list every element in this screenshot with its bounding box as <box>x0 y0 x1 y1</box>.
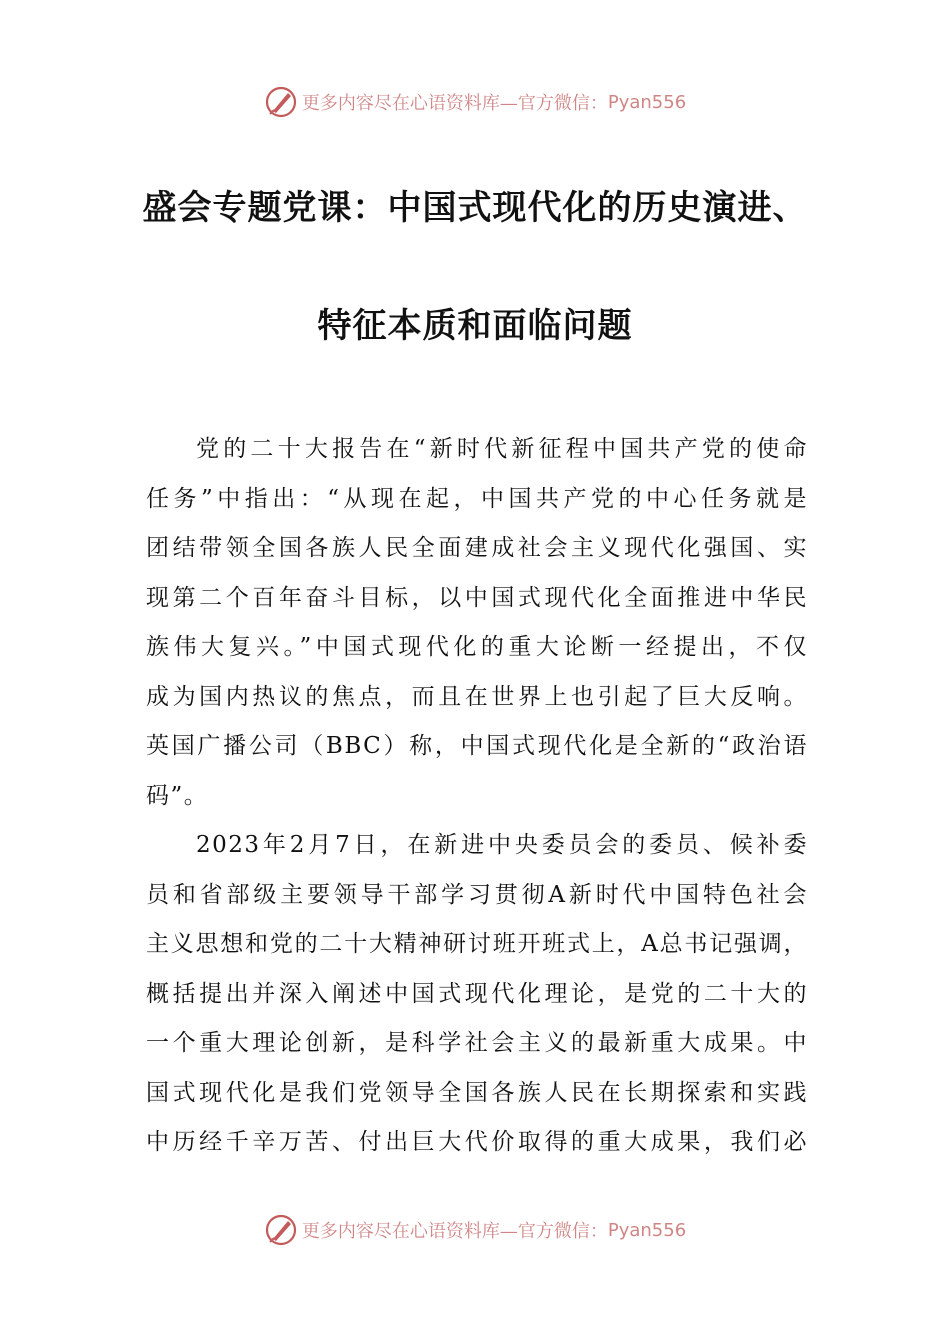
wechat-id: Pyan556 <box>607 1219 687 1241</box>
watermark-text: 更多内容尽在心语资料库—官方微信： <box>301 1221 608 1242</box>
text-line: 团结带领全国各族人民全面建成社会主义现代化强国、实 <box>146 535 808 561</box>
title-line-1: 盛会专题党课：中国式现代化的历史演进、 <box>142 188 808 228</box>
footer-watermark <box>0 1208 950 1252</box>
text-line: 主义思想和党的二十大精神研讨班开班式上，A总书记强调， <box>146 931 808 957</box>
text-line: 员和省部级主要领导干部学习贯彻A新时代中国特色社会 <box>146 881 808 908</box>
text-line: 概括提出并深入阐述中国式现代化理论，是党的二十大的 <box>146 980 808 1007</box>
paragraph-1 <box>146 425 808 821</box>
article-body <box>146 425 808 1168</box>
header-watermark <box>0 80 950 124</box>
text-line: 2023年2月7日，在新进中央委员会的委员、候补委 <box>196 832 808 858</box>
text-line: 中历经千辛万苦、付出巨大代价取得的重大成果，我们必 <box>146 1129 808 1155</box>
text-line: 码”。 <box>146 782 209 809</box>
text-line: 任务”中指出：“从现在起，中国共产党的中心任务就是 <box>146 485 808 512</box>
watermark-text: 更多内容尽在心语资料库—官方微信： <box>301 93 608 114</box>
text-line: 成为国内热议的焦点，而且在世界上也引起了巨大反响。 <box>146 683 808 710</box>
quill-logo-icon <box>264 1213 298 1247</box>
text-line: 现第二个百年奋斗目标，以中国式现代化全面推进中华民 <box>146 584 808 611</box>
paragraph-2 <box>146 821 808 1168</box>
text-line: 国式现代化是我们党领导全国各族人民在长期探索和实践 <box>146 1079 808 1106</box>
text-line: 一个重大理论创新，是科学社会主义的最新重大成果。中 <box>146 1030 808 1056</box>
text-line: 英国广播公司（BBC）称，中国式现代化是全新的“政治语 <box>146 733 808 759</box>
text-line: 族伟大复兴。”中国式现代化的重大论断一经提出，不仅 <box>146 634 808 660</box>
title-line-2: 特征本质和面临问题 <box>317 306 633 346</box>
wechat-id: Pyan556 <box>607 91 687 113</box>
text-line: 党的二十大报告在“新时代新征程中国共产党的使命 <box>196 436 808 462</box>
quill-logo-icon <box>264 85 298 119</box>
